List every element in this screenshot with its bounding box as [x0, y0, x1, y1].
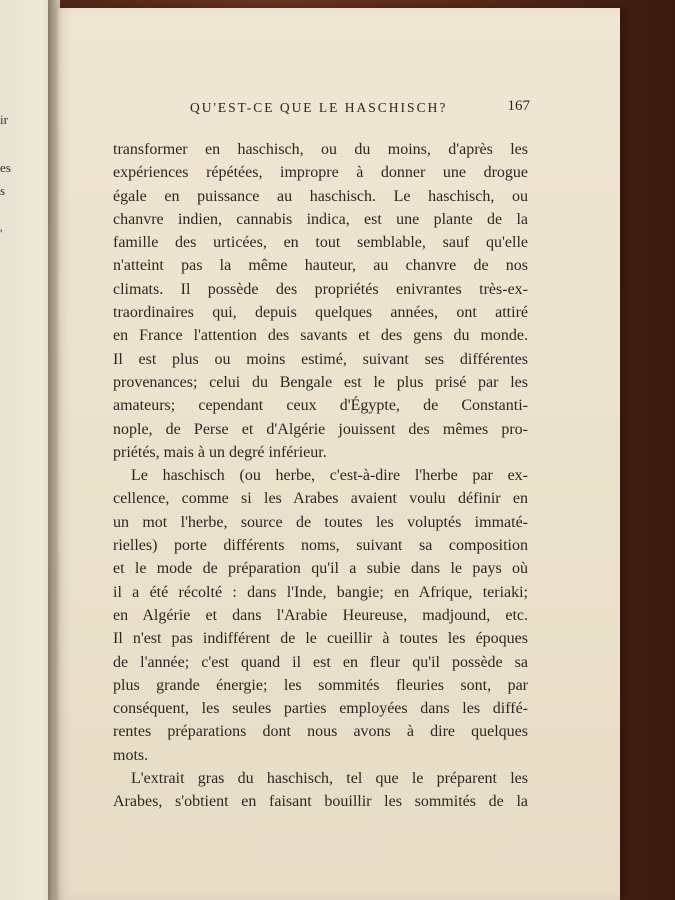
text-line: climats. Il possède des propriétés enivrantes très-ex- — [113, 280, 528, 298]
paragraph — [113, 138, 528, 464]
text-line: Le haschisch (ou herbe, c'est-à-dire l'herbe par ex- — [131, 467, 528, 485]
text-line: mots. — [113, 746, 149, 764]
text-line: traordinaires qui, depuis quelques années, ont attiré — [113, 304, 528, 322]
text-line: plus grande énergie; les sommités fleuries sont, par — [113, 676, 528, 694]
paragraph — [113, 464, 528, 767]
text-line: cellence, comme si les Arabes avaient voulu définir en — [113, 490, 528, 508]
page-body — [113, 138, 528, 814]
text-line: en France l'attention des savants et des gens du monde. — [113, 327, 528, 345]
text-line: rentes préparations dont nous avons à dire quelques — [113, 723, 528, 741]
page-number: 167 — [507, 98, 530, 114]
text-line: transformer en haschisch, ou du moins, d'après les — [113, 141, 528, 158]
paragraph — [113, 767, 528, 814]
text-line: Arabes, s'obtient en faisant bouillir les sommités de la — [113, 793, 528, 811]
text-line: un mot l'herbe, source de toutes les voluptés immaté- — [113, 513, 528, 531]
book-gutter — [48, 0, 60, 900]
text-line: amateurs; cependant ceux d'Égypte, de Constanti- — [113, 397, 528, 415]
text-line: conséquent, les seules parties employées dans les diffé- — [113, 700, 528, 718]
facing-page-fragment: s — [0, 183, 6, 198]
facing-page-fragment: ir — [0, 112, 8, 127]
text-line: nople, de Perse et d'Algérie jouissent des mêmes pro- — [113, 420, 528, 438]
text-line: égale en puissance au haschisch. Le haschisch, ou — [113, 187, 528, 205]
facing-page-fragment: ' — [0, 226, 3, 241]
text-line: il a été récolté : dans l'Inde, bangie; en Afrique, teriaki; — [113, 583, 528, 601]
text-line: chanvre indien, cannabis indica, est une plante de la — [113, 210, 528, 228]
text-line: expériences répétées, impropre à donner une drogue — [113, 164, 528, 182]
text-line: rielles) porte différents noms, suivant sa composition — [113, 537, 528, 555]
text-line: famille des urticées, en tout semblable, sauf qu'elle — [113, 234, 528, 252]
text-line: de l'année; c'est quand il est en fleur qu'il possède sa — [113, 653, 528, 671]
page-header — [190, 100, 530, 116]
running-title: QU'EST-CE QUE LE HASCHISCH? — [190, 100, 448, 115]
text-line: en Algérie et dans l'Arabie Heureuse, madjound, etc. — [113, 606, 528, 624]
text-line: provenances; celui du Bengale est le plus prisé par les — [113, 373, 528, 391]
text-line: et le mode de préparation qu'il a subie dans le pays où — [113, 560, 528, 578]
text-line: Il n'est pas indifférent de le cueillir à toutes les époques — [113, 630, 528, 648]
text-line: priétés, mais à un degré inférieur. — [113, 443, 327, 461]
text-line: Il est plus ou moins estimé, suivant ses différentes — [113, 350, 528, 368]
facing-page-fragment: es — [0, 160, 11, 175]
text-line: L'extrait gras du haschisch, tel que le préparent les — [131, 770, 528, 788]
text-line: n'atteint pas la même hauteur, au chanvre de nos — [113, 257, 528, 275]
